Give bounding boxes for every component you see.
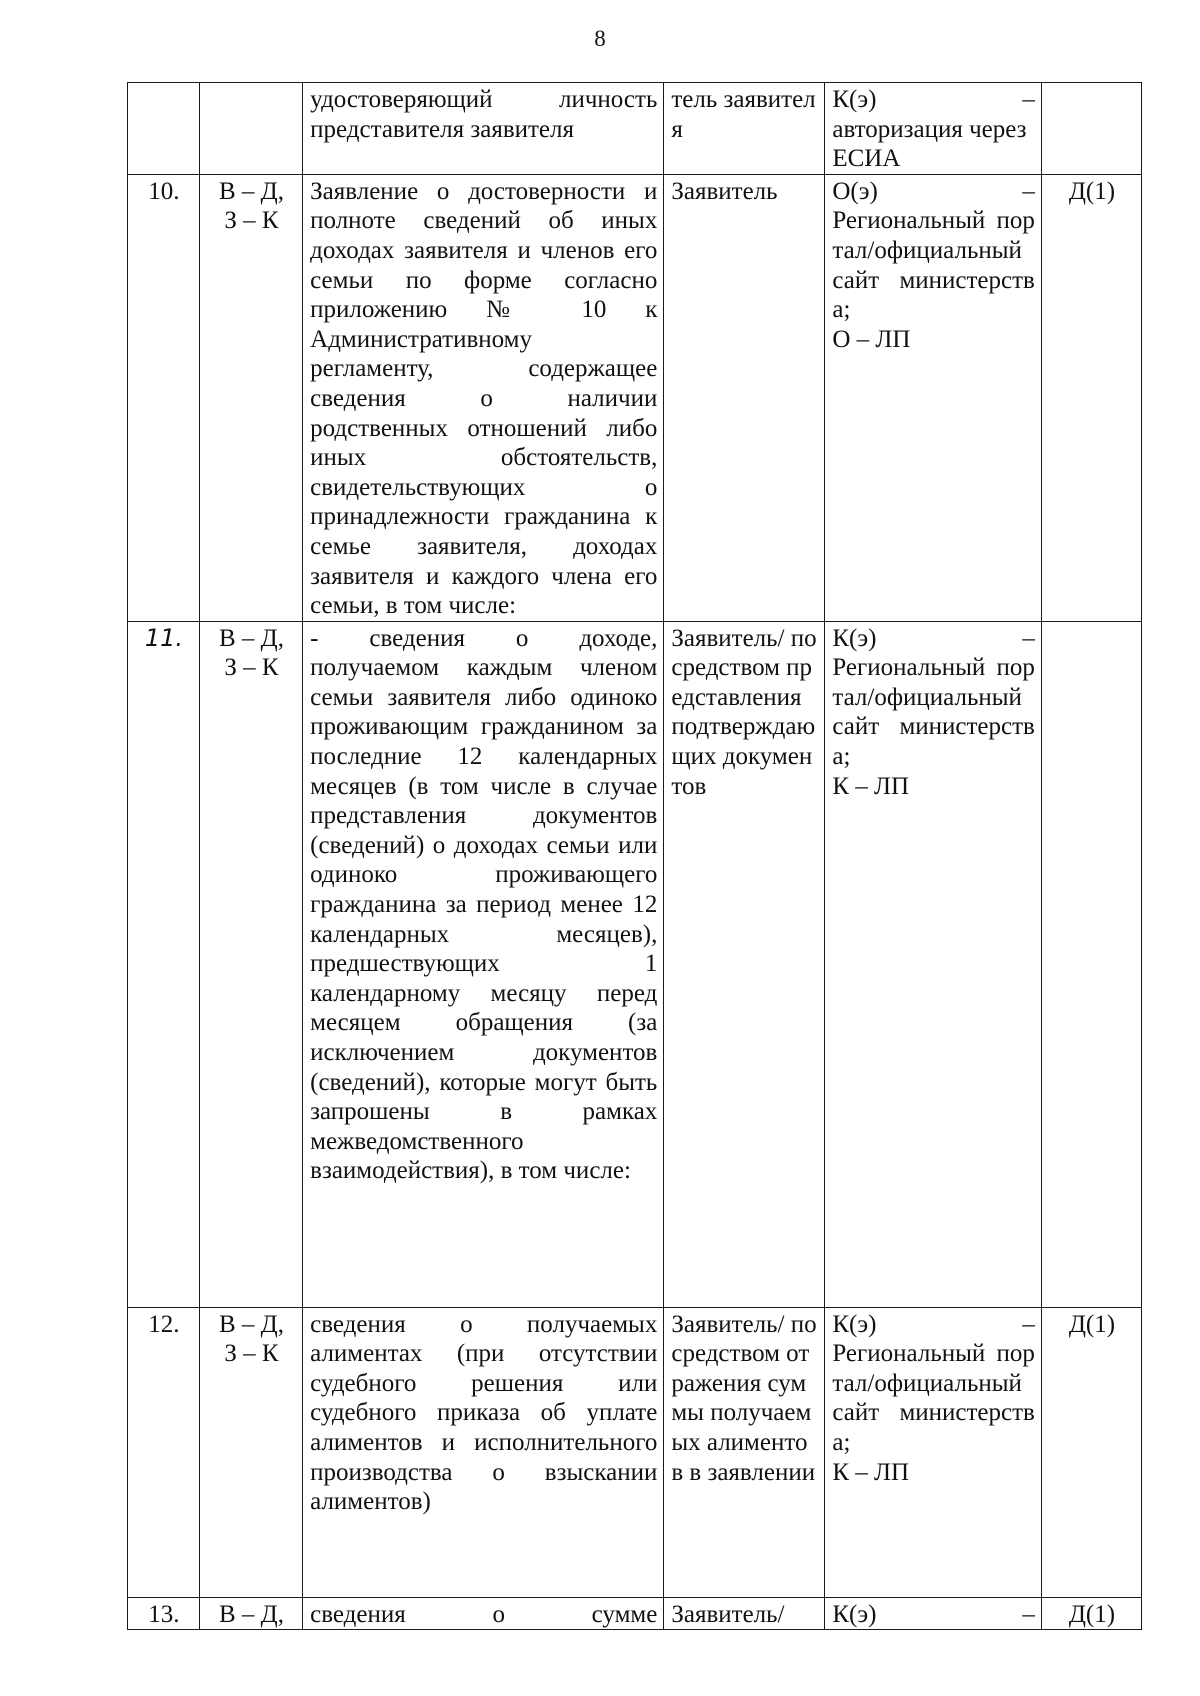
- row-category: В – Д,: [199, 1597, 302, 1630]
- method-detail: Региональный портал/официальный сайт министерства;: [832, 1340, 1035, 1457]
- method-detail: авторизация через ЕСИА: [832, 115, 1027, 173]
- table-row: [128, 1307, 1142, 1597]
- row-category: В – Д, З – К: [199, 621, 302, 1307]
- row-provider: тель заявителя: [664, 83, 825, 175]
- row-number: [128, 83, 200, 175]
- table-row: [128, 83, 1142, 175]
- method-code: К(э): [832, 1600, 877, 1628]
- method-tail: К – ЛП: [832, 772, 910, 800]
- row-note: Д(1): [1041, 1597, 1141, 1630]
- document-table: [127, 82, 1142, 1630]
- method-dash: –: [1022, 1310, 1035, 1338]
- row-number: 10.: [128, 174, 200, 621]
- row-description: - сведения о доходе, получаемом каждым членом семьи заявителя либо одиноко проживающим гражданином за последние 12 календарных месяцев (в том числе в случае представления документов (сведений) о доходах семьи или одиноко проживающего гражданина за период менее 12 календарных месяцев), предшествующих 1 календарному месяцу перед месяцем обращения (за исключением документов (сведений), которые могут быть запрошены в рамках межведомственного взаимодействия), в том числе:: [303, 621, 664, 1307]
- row-note: Д(1): [1041, 1307, 1141, 1597]
- row-provider: Заявитель/ посредством представления подтверждающих документов: [664, 621, 825, 1307]
- row-number: 12.: [128, 1307, 200, 1597]
- row-description: [303, 1597, 664, 1630]
- table-row: [128, 1597, 1142, 1630]
- row-note: Д(1): [1041, 174, 1141, 621]
- method-detail: Региональный портал/официальный сайт министерства;: [832, 654, 1035, 771]
- row-method: [825, 83, 1042, 175]
- row-provider: Заявитель/: [664, 1597, 825, 1630]
- row-number: [128, 621, 200, 1307]
- row-note: [1041, 621, 1141, 1307]
- method-dash: –: [1022, 624, 1035, 652]
- method-dash: –: [1022, 1600, 1035, 1628]
- method-tail: О – ЛП: [832, 325, 911, 353]
- description-text: сведения о сумме: [310, 1600, 658, 1628]
- method-dash: –: [1022, 86, 1035, 113]
- row-category: В – Д, З – К: [199, 1307, 302, 1597]
- description-line: [310, 1600, 657, 1630]
- method-tail: К – ЛП: [832, 1458, 910, 1486]
- method-code: К(э): [832, 86, 877, 113]
- row-note: [1041, 83, 1141, 175]
- method-code: О(э): [832, 177, 878, 205]
- row-description: удостоверяющий личность представителя заявителя: [303, 83, 664, 175]
- handwritten-number: 11.: [144, 623, 183, 652]
- row-description: Заявление о достоверности и полноте сведений об иных доходах заявителя и членов его семьи по форме согласно приложению № 10 к Административному регламенту, содержащее сведения о наличии родственных отношений либо иных обстоятельств, свидетельствующих о принадлежности гражданина к семье заявителя, доходах заявителя и каждого члена его семьи, в том числе:: [303, 174, 664, 621]
- method-code: К(э): [832, 624, 877, 652]
- row-category: В – Д, З – К: [199, 174, 302, 621]
- row-method: [825, 1307, 1042, 1597]
- method-dash: –: [1022, 177, 1035, 205]
- row-method: [825, 621, 1042, 1307]
- row-method: [825, 1597, 1042, 1630]
- method-detail: Региональный портал/официальный сайт министерства;: [832, 207, 1035, 324]
- row-provider: Заявитель/ посредством отражения суммы получаемых алиментов в заявлении: [664, 1307, 825, 1597]
- row-number: 13.: [128, 1597, 200, 1630]
- table-row: [128, 621, 1142, 1307]
- table-row: [128, 174, 1142, 621]
- row-category: [199, 83, 302, 175]
- row-method: [825, 174, 1042, 621]
- row-provider: Заявитель: [664, 174, 825, 621]
- page-number: 8: [594, 26, 606, 51]
- row-description: сведения о получаемых алиментах (при отсутствии судебного решения или судебного приказа об уплате алиментов и исполнительного производства о взыскании алиментов): [303, 1307, 664, 1597]
- method-code: К(э): [832, 1310, 877, 1338]
